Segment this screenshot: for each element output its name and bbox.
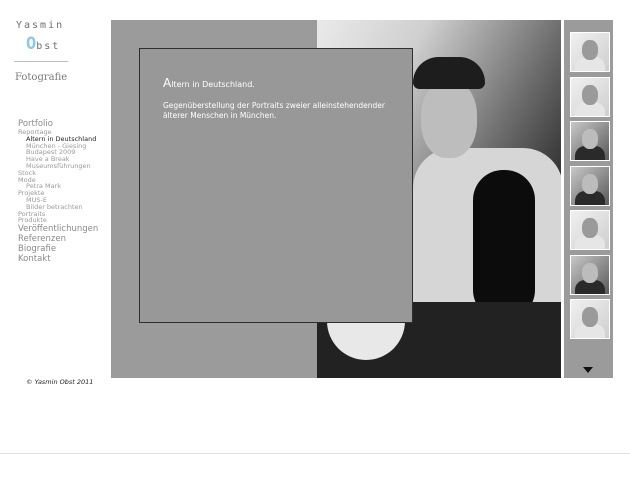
thumbnail-6[interactable]: [570, 255, 610, 295]
description-card: [139, 48, 413, 323]
photo-shape-dog: [473, 170, 535, 320]
logo-divider: [14, 61, 68, 62]
nav-item-veröffentlichungen[interactable]: Veröffentlichungen: [18, 224, 99, 235]
nav-item-museumsführungen[interactable]: Museumsführungen: [26, 161, 91, 170]
nav-item-petra-mark[interactable]: Petra Mark: [26, 182, 61, 191]
thumbnail-5[interactable]: [570, 210, 610, 250]
nav-item-budapest-2009[interactable]: Budapest 2009: [26, 148, 76, 157]
thumbnail-strip: [564, 20, 613, 378]
nav-item-altern-in-deutschland[interactable]: Altern in Deutschland: [26, 134, 97, 143]
thumbnail-7[interactable]: [570, 299, 610, 339]
thumbnail-4[interactable]: [570, 166, 610, 206]
thumbnail-figure-head: [582, 174, 598, 194]
logo-first-name: Yasmin: [16, 20, 65, 31]
site-logo[interactable]: [16, 20, 72, 54]
nav-item-stock[interactable]: Stock: [18, 168, 36, 177]
card-title: [163, 76, 255, 90]
nav-item-portraits[interactable]: Portraits: [18, 209, 46, 218]
thumbnail-figure-head: [582, 307, 598, 327]
nav-item-bilder-betrachten[interactable]: Bilder betrachten: [26, 202, 83, 211]
logo-initial: O: [26, 34, 37, 54]
nav-item-portfolio[interactable]: Portfolio: [18, 119, 53, 129]
nav-item-have-a-break[interactable]: Have a Break: [26, 155, 70, 164]
nav-item-mus-e[interactable]: MUS-E: [26, 196, 47, 205]
thumbnail-figure-head: [582, 85, 598, 105]
thumbnail-figure-head: [582, 263, 598, 283]
thumbnail-figure-head: [582, 218, 598, 238]
card-title-rest: ltern in Deutschland.: [171, 80, 255, 89]
thumbnail-1[interactable]: [570, 32, 610, 72]
footer-divider: [0, 453, 630, 454]
thumbnail-figure-head: [582, 129, 598, 149]
nav-item-referenzen[interactable]: Referenzen: [18, 234, 66, 245]
thumbnail-2[interactable]: [570, 77, 610, 117]
nav-item-münchen-giesing[interactable]: München - Giesing: [26, 141, 87, 150]
logo-rest: bst: [36, 41, 61, 52]
main-image-panel: [111, 20, 561, 378]
nav-item-produkte[interactable]: Produkte: [18, 216, 47, 225]
nav-item-projekte[interactable]: Projekte: [18, 189, 45, 198]
photo-shape-hat: [413, 57, 485, 89]
nav-item-reportage[interactable]: Reportage: [18, 127, 52, 136]
nav-item-kontakt[interactable]: Kontakt: [18, 254, 51, 265]
logo-last-name: [16, 34, 72, 54]
scroll-down-icon[interactable]: [583, 367, 593, 373]
section-title: Fotografie: [15, 72, 68, 83]
thumbnail-3[interactable]: [570, 121, 610, 161]
copyright: © Yasmin Obst 2011: [26, 378, 94, 386]
card-description: Gegenüberstellung der Portraits zweier alleinstehendender älterer Menschen in München.: [163, 101, 385, 120]
nav-item-mode[interactable]: Mode: [18, 175, 36, 184]
photo-shape-face: [421, 80, 477, 158]
nav-item-biografie[interactable]: Biografie: [18, 244, 57, 255]
sidebar-nav: [18, 119, 98, 264]
card-title-initial: A: [163, 76, 172, 90]
thumbnail-figure-head: [582, 40, 598, 60]
